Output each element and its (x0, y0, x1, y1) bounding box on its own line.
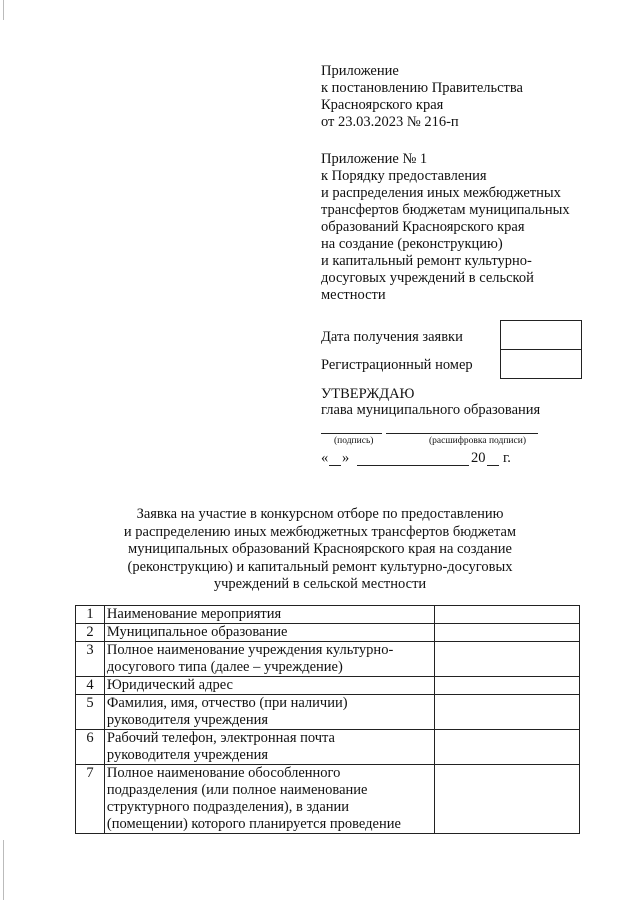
signature-line (321, 433, 382, 434)
appendix-block (321, 63, 523, 131)
row-label (104, 624, 434, 642)
date-day-blank (329, 465, 341, 466)
approver-position: глава муниципального образования (321, 402, 541, 418)
row-label (104, 642, 434, 677)
title-line: муниципальных образований Красноярского края на создание (128, 541, 512, 557)
date-quote-open: « (321, 450, 329, 466)
order-appendix-line: трансфертов бюджетам муниципальных (321, 202, 570, 218)
row-label (104, 677, 434, 695)
registration-number-box[interactable] (500, 349, 582, 379)
order-appendix-line: образований Красноярского края (321, 219, 525, 235)
approval-date-row (321, 450, 551, 467)
approve-heading: УТВЕРЖДАЮ (321, 386, 415, 402)
row-label-line: Полное наименование обособленного (106, 765, 341, 781)
row-label (104, 695, 434, 730)
row-label-line: Наименование мероприятия (106, 606, 282, 622)
row-label (104, 765, 434, 834)
row-value-cell[interactable] (434, 730, 579, 765)
row-number: 3 (76, 642, 105, 677)
order-appendix-line: и капитальный ремонт культурно- (321, 253, 532, 269)
row-number: 6 (76, 730, 105, 765)
appendix-line: Красноярского края (321, 97, 444, 113)
table-row (76, 642, 580, 677)
row-number: 2 (76, 624, 105, 642)
signature-decoding-line (386, 433, 538, 434)
row-label-line: досугового типа (далее – учреждение) (106, 659, 343, 675)
order-appendix-line: местности (321, 287, 386, 303)
row-value-cell[interactable] (434, 695, 579, 730)
registration-number-label: Регистрационный номер (321, 357, 473, 373)
application-table (75, 605, 580, 834)
order-appendix-line: на создание (реконструкцию) (321, 236, 503, 252)
row-label-line: Фамилия, имя, отчество (при наличии) (106, 695, 348, 711)
appendix-line: Приложение (321, 63, 399, 79)
date-quote-close: » (342, 450, 350, 466)
row-label-line: Полное наименование учреждения культурно- (106, 642, 394, 658)
order-appendix-line: к Порядку предоставления (321, 168, 487, 184)
date-received-label: Дата получения заявки (321, 329, 463, 345)
title-line: учреждений в сельской местности (213, 576, 427, 592)
order-appendix-line: и распределения иных межбюджетных (321, 185, 561, 201)
date-year-prefix: 20 (471, 450, 486, 466)
table-row (76, 695, 580, 730)
row-value-cell[interactable] (434, 624, 579, 642)
order-appendix-line: Приложение № 1 (321, 151, 428, 167)
appendix-line: к постановлению Правительства (321, 80, 523, 96)
row-value-cell[interactable] (434, 642, 579, 677)
row-label-line: руководителя учреждения (106, 712, 269, 728)
table-row (76, 606, 580, 624)
row-value-cell[interactable] (434, 606, 579, 624)
scan-edge-mark (3, 840, 4, 900)
date-received-box[interactable] (500, 320, 582, 350)
scan-edge-mark (3, 0, 4, 20)
title-line: Заявка на участие в конкурсном отборе по предоставлению (136, 506, 504, 522)
signature-decoding-caption: (расшифровка подписи) (429, 436, 526, 446)
table-row (76, 677, 580, 695)
row-label (104, 730, 434, 765)
row-label-line: Муниципальное образование (106, 624, 288, 640)
row-value-cell[interactable] (434, 765, 579, 834)
table-row (76, 765, 580, 834)
date-year-blank (487, 465, 499, 466)
row-label (104, 606, 434, 624)
row-number: 7 (76, 765, 105, 834)
row-label-line: руководителя учреждения (106, 747, 269, 763)
row-label-line: Юридический адрес (106, 677, 233, 693)
row-number: 5 (76, 695, 105, 730)
date-year-suffix: г. (503, 450, 511, 466)
signature-caption: (подпись) (334, 436, 374, 446)
row-number: 1 (76, 606, 105, 624)
order-appendix-block (321, 151, 570, 304)
row-label-line: структурного подразделения), в здании (106, 799, 350, 815)
table-row (76, 730, 580, 765)
row-value-cell[interactable] (434, 677, 579, 695)
date-month-blank (357, 465, 469, 466)
appendix-line: от 23.03.2023 № 216-п (321, 114, 459, 130)
row-label-line: (помещении) которого планируется проведение (106, 816, 401, 832)
row-label-line: Рабочий телефон, электронная почта (106, 730, 335, 746)
title-line: и распределению иных межбюджетных трансфертов бюджетам (123, 523, 517, 540)
table-row (76, 624, 580, 642)
row-label-line: подразделения (или полное наименование (106, 782, 368, 798)
title-line: (реконструкцию) и капитальный ремонт культурно-досуговых (127, 558, 513, 575)
application-title (100, 506, 540, 594)
row-number: 4 (76, 677, 105, 695)
order-appendix-line: досуговых учреждений в сельской (321, 270, 534, 286)
